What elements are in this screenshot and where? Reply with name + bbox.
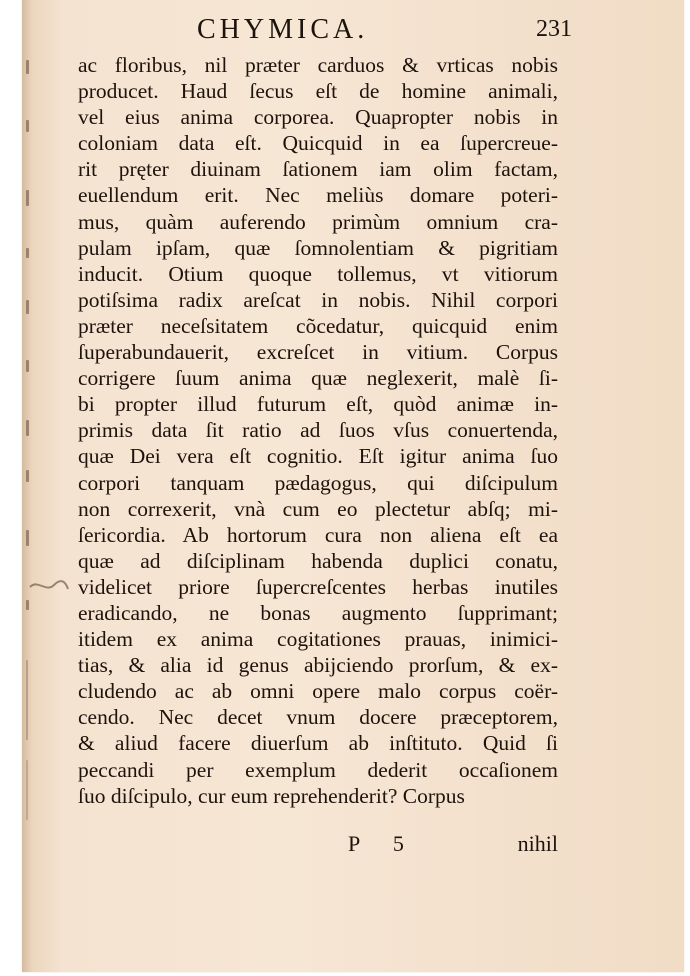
body-text bbox=[78, 52, 558, 809]
book-page bbox=[22, 0, 684, 972]
text-line: cendo. Nec decet vnum docere præceptorem, bbox=[78, 705, 558, 730]
text-line: coloniam data eſt. Quicquid in ea ſupercreue- bbox=[78, 131, 558, 156]
text-line: ſuperabundauerit, excreſcet in vitium. Corpus bbox=[78, 340, 558, 365]
catchword: nihil bbox=[517, 831, 558, 856]
text-line: mus, quàm auferendo primùm omnium cra- bbox=[78, 209, 558, 234]
text-line: peccandi per exemplum dederit occaſionem bbox=[78, 757, 558, 782]
margin-thread-mark bbox=[28, 575, 70, 599]
text-line: corpori tanquam pædagogus, qui diſcipulum bbox=[78, 470, 558, 495]
text-line: non correxerit, vnà cum eo plectetur abſq; mi- bbox=[78, 496, 558, 521]
margin-ink-marks bbox=[26, 60, 40, 840]
text-line: pulam ipſam, quæ ſomnolentiam & pigritiam bbox=[78, 235, 558, 260]
text-line: corrigere ſuum anima quæ neglexerit, malè ſi- bbox=[78, 366, 558, 391]
text-line: ſericordia. Ab hortorum cura non aliena eſt ea bbox=[78, 522, 558, 547]
text-line: ac floribus, nil præter carduos & vrticas nobis bbox=[78, 53, 558, 77]
signature-mark: P 5 bbox=[348, 831, 418, 856]
text-line: itidem ex anima cogitationes prauas, inimici- bbox=[78, 627, 558, 652]
text-line: & aliud facere diuerſum ab inſtituto. Quid ſi bbox=[78, 731, 558, 756]
text-line: potiſsima radix areſcat in nobis. Nihil corpori bbox=[78, 287, 558, 312]
text-line: tias, & alia id genus abijciendo prorſum, & ex- bbox=[78, 653, 558, 678]
text-line: quæ Dei vera eſt cognitio. Eſt igitur anima ſuo bbox=[78, 444, 558, 469]
page-number: 231 bbox=[536, 16, 572, 42]
text-line: ſuo diſcipulo, cur eum reprehenderit? Corpus bbox=[78, 783, 465, 808]
text-line: euellendum erit. Nec meliùs domare poteri- bbox=[78, 183, 558, 208]
text-line: inducit. Otium quoque tollemus, vt vitiorum bbox=[78, 261, 558, 286]
text-line: producet. Haud ſecus eſt de homine animali, bbox=[78, 79, 558, 104]
text-line: primis data ſit ratio ad ſuos vſus conuertenda, bbox=[78, 418, 558, 443]
text-line: eradicando, ne bonas augmento ſupprimant; bbox=[78, 600, 558, 625]
text-line: videlicet priore ſupercreſcentes herbas inutiles bbox=[78, 574, 558, 599]
running-head: CHYMICA. bbox=[197, 14, 369, 45]
text-line: quæ ad diſciplinam habenda duplici conatu, bbox=[78, 548, 558, 573]
page-footer bbox=[348, 831, 558, 861]
page-header bbox=[197, 14, 572, 48]
text-line: rit pręter diuinam ſationem iam olim factam, bbox=[78, 157, 558, 182]
text-line: cludendo ac ab omni opere malo corpus coër- bbox=[78, 679, 558, 704]
text-line: præter neceſsitatem cõcedatur, quicquid enim bbox=[78, 313, 558, 338]
text-line: vel eius anima corporea. Quapropter nobis in bbox=[78, 105, 558, 130]
text-line: bi propter illud futurum eſt, quòd animæ in- bbox=[78, 392, 558, 417]
